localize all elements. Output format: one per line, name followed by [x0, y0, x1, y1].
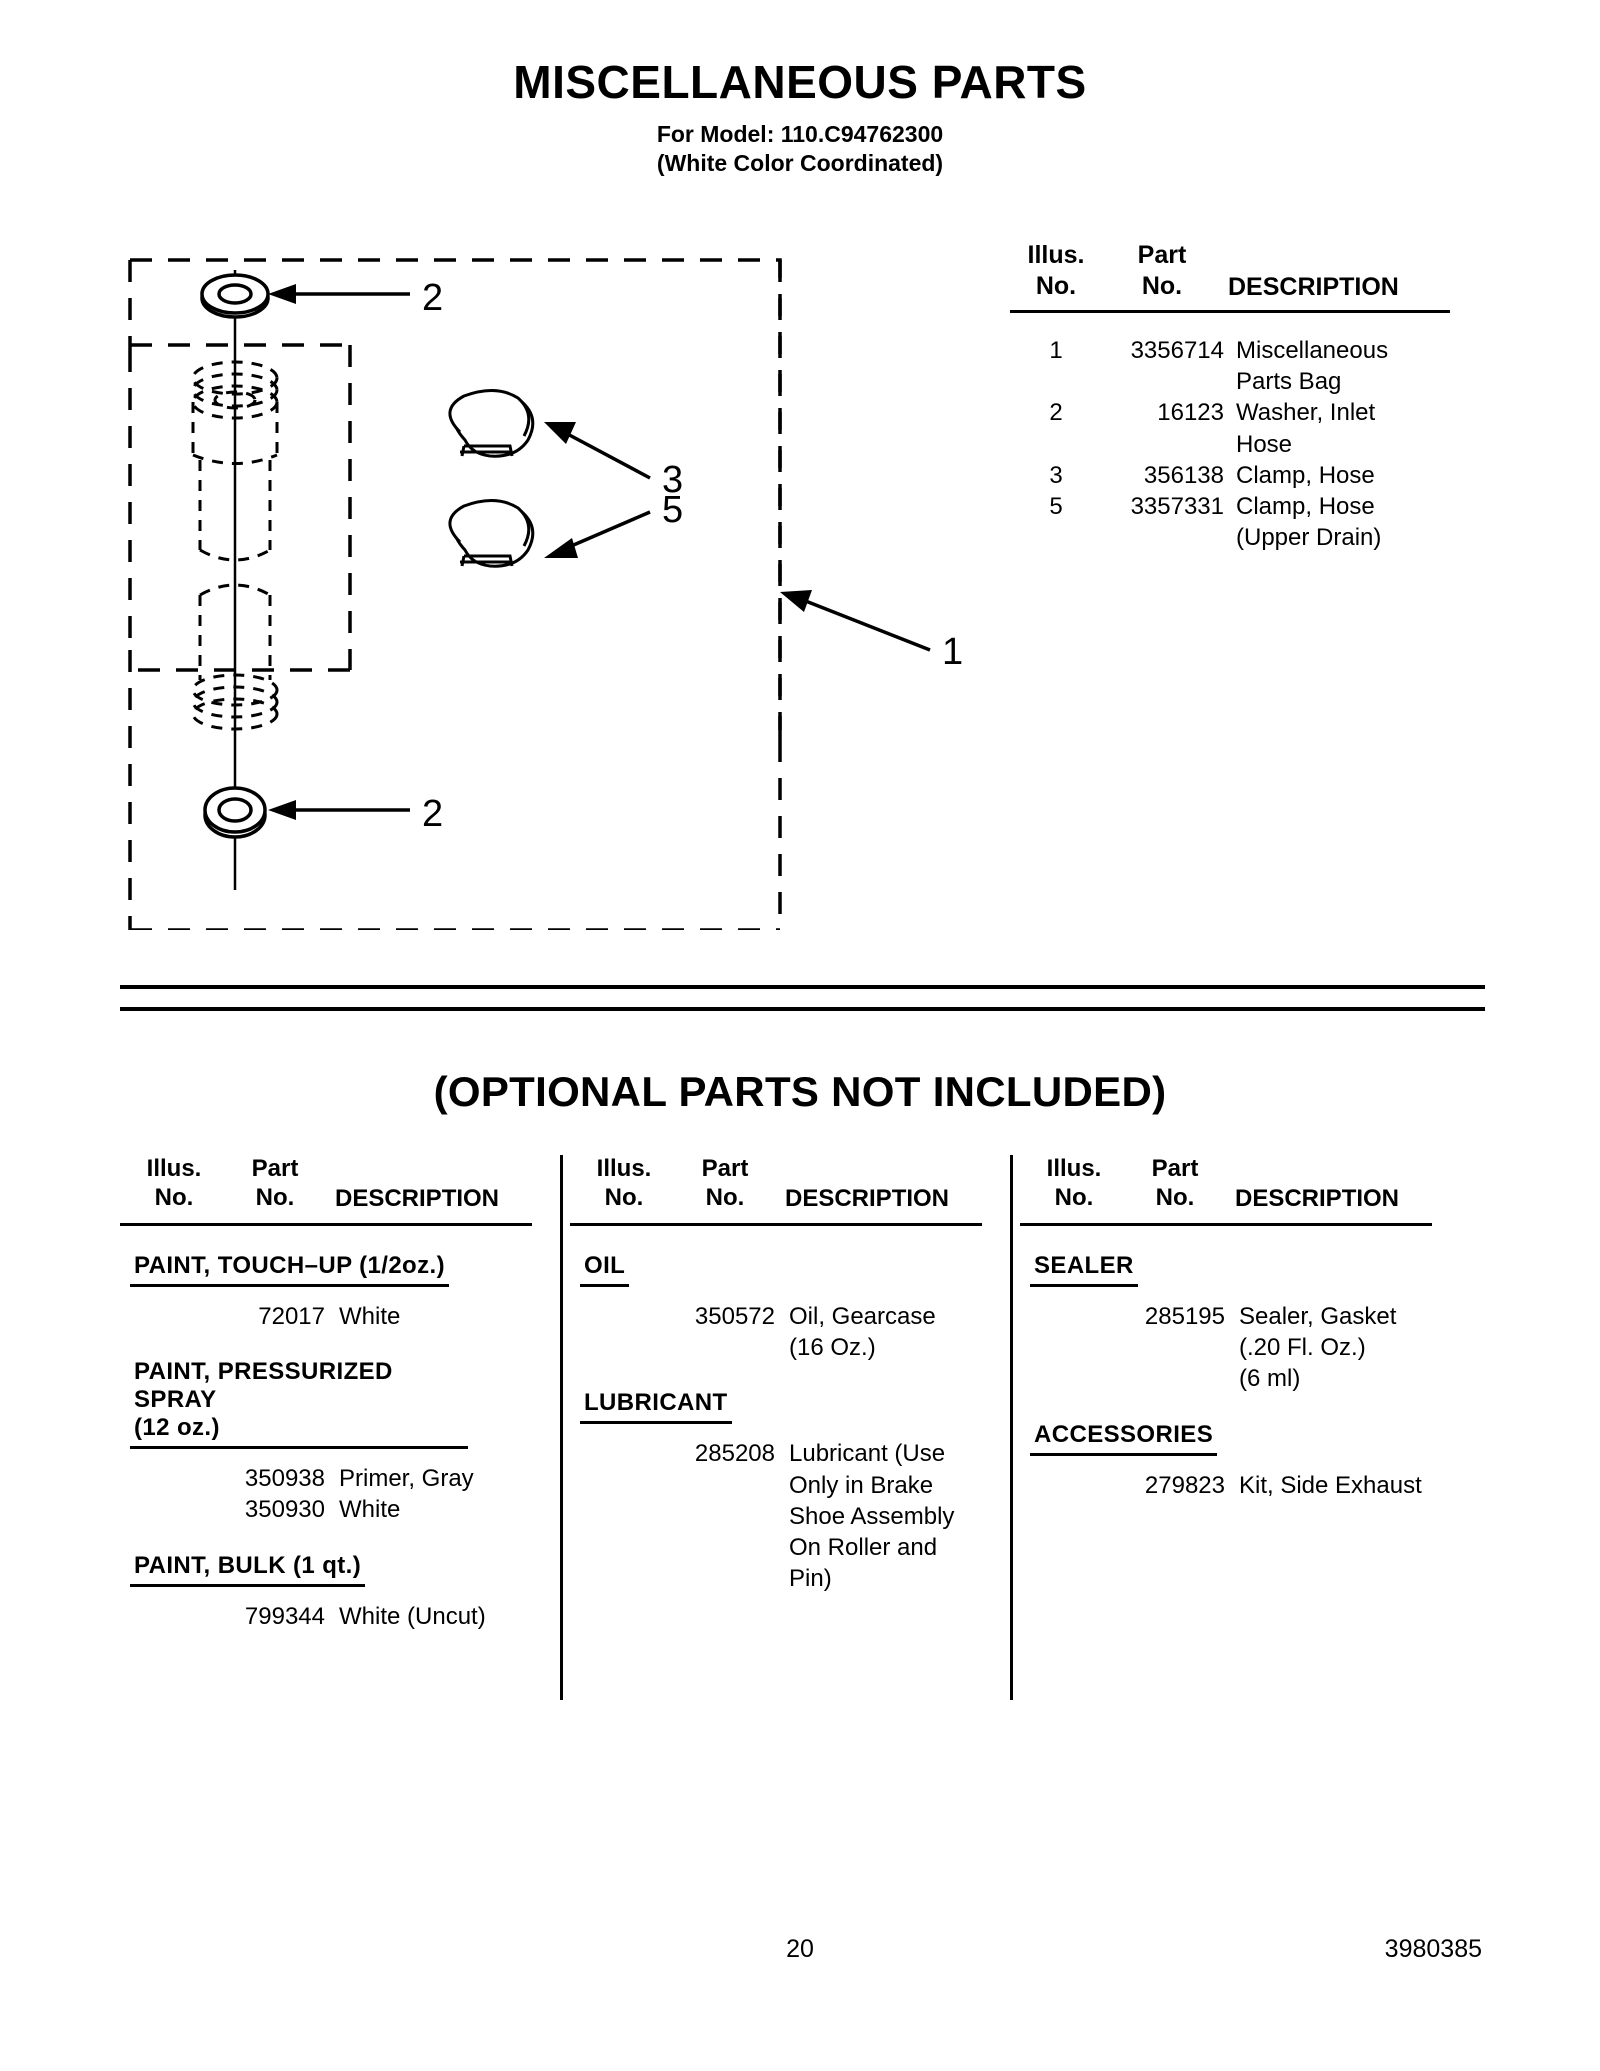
group-rows [120, 1463, 540, 1525]
leader-line-callout-2-top [268, 284, 410, 304]
group-title: SEALER [1030, 1252, 1138, 1287]
table-row [120, 1463, 540, 1494]
cell-part-no: 356138 [1143, 461, 1224, 489]
table-row [1020, 1470, 1440, 1501]
table-row [120, 1494, 540, 1525]
group-title: ACCESSORIES [1030, 1421, 1217, 1456]
optional-parts-column-1 [120, 1155, 540, 1715]
optional-parts-column-2 [570, 1155, 990, 1715]
table-row [1010, 460, 1450, 491]
main-table-header-rule [1010, 310, 1450, 313]
model-line: For Model: 110.C94762300 [656, 121, 944, 148]
group-title: PAINT, TOUCH–UP (1/2oz.) [130, 1252, 449, 1287]
group-rows [120, 1601, 540, 1632]
cell-description: Primer, Gray [339, 1465, 474, 1493]
group-title: PAINT, BULK (1 qt.) [130, 1552, 365, 1587]
cell-part-no: 279823 [1144, 1471, 1225, 1499]
cell-part-no: 350930 [244, 1496, 325, 1524]
group-title: OIL [580, 1252, 629, 1287]
cell-illus-no: 2 [1049, 399, 1063, 427]
cell-description: Miscellaneous Parts Bag [1236, 337, 1389, 396]
column-divider-1 [560, 1155, 563, 1700]
optional-column-header [570, 1155, 990, 1221]
table-row [1010, 335, 1450, 397]
section-divider [120, 985, 1485, 1011]
callout-label-3: 3 [662, 459, 684, 501]
cell-description: Washer, Inlet Hose [1236, 399, 1376, 458]
hose-clamp-upper [450, 390, 533, 456]
footer-page-number: 20 [786, 1935, 814, 1963]
cell-illus-no: 5 [1049, 492, 1063, 520]
main-parts-table [1010, 240, 1450, 553]
column-header-part-no: Part No. [1137, 241, 1187, 300]
cell-part-no: 3356714 [1130, 337, 1224, 364]
column-header-illus-no: Illus. No. [596, 1155, 652, 1211]
hose-clamp-lower [450, 500, 533, 566]
leader-line-callout-1 [780, 590, 930, 650]
optional-parts-title: (OPTIONAL PARTS NOT INCLUDED) [433, 1068, 1167, 1115]
callout-label-5: 5 [662, 489, 684, 531]
callout-label-1: 1 [942, 631, 964, 673]
table-row [1010, 397, 1450, 459]
cell-part-no: 799344 [244, 1602, 325, 1630]
table-row [120, 1601, 540, 1632]
optional-parts-columns [120, 1155, 1485, 1715]
group-title-line-2: (12 oz.) [134, 1414, 220, 1442]
cell-part-no: 72017 [258, 1303, 325, 1330]
optional-column-header-rule [120, 1223, 532, 1226]
group-title: LUBRICANT [580, 1389, 732, 1424]
cell-part-no: 3357331 [1130, 492, 1224, 520]
optional-parts-group [570, 1252, 990, 1363]
callout-label-2-top: 2 [422, 277, 444, 319]
cell-part-no: 16123 [1157, 399, 1224, 427]
optional-parts-group [120, 1252, 540, 1332]
table-row [570, 1301, 990, 1363]
column-header-part-no: Part No. [251, 1155, 299, 1211]
group-rows [1020, 1301, 1440, 1395]
optional-parts-column-3 [1020, 1155, 1440, 1715]
cell-part-no: 285208 [694, 1440, 775, 1468]
parts-diagram-svg [120, 250, 1000, 930]
leader-line-callout-5 [544, 512, 650, 558]
footer-document-number: 3980385 [1384, 1935, 1482, 1963]
group-rows [120, 1301, 540, 1332]
column-header-illus-no: Illus. No. [1046, 1155, 1102, 1211]
page-header [0, 58, 1600, 178]
table-row [570, 1438, 990, 1594]
column-header-description: DESCRIPTION [335, 1185, 500, 1212]
cell-description: White [339, 1496, 401, 1524]
inlet-hose-washer-top [202, 275, 268, 317]
cell-part-no: 285195 [1144, 1303, 1225, 1330]
leader-line-callout-2-bottom [268, 800, 410, 820]
optional-column-header [120, 1155, 540, 1221]
cell-description: Clamp, Hose (Upper Drain) [1236, 492, 1382, 552]
cell-description: Oil, Gearcase (16 Oz.) [789, 1303, 936, 1362]
optional-parts-group [570, 1389, 990, 1594]
column-header-illus-no: Illus. No. [1027, 241, 1085, 300]
cell-part-no: 350938 [244, 1465, 325, 1493]
optional-column-header-rule [1020, 1223, 1432, 1226]
optional-column-header-rule [570, 1223, 982, 1226]
table-row [1020, 1301, 1440, 1395]
optional-parts-group [120, 1358, 540, 1525]
table-row [120, 1301, 540, 1332]
parts-diagram [120, 250, 1000, 930]
cell-description: Kit, Side Exhaust [1239, 1471, 1422, 1499]
column-header-part-no: Part No. [701, 1155, 749, 1211]
main-table-rows [1010, 335, 1450, 553]
cell-description: Sealer, Gasket (.20 Fl. Oz.) (6 ml) [1239, 1303, 1397, 1393]
page-title: MISCELLANEOUS PARTS [513, 56, 1087, 108]
cell-part-no: 350572 [694, 1303, 775, 1330]
optional-parts-group [1020, 1252, 1440, 1395]
column-divider-2 [1010, 1155, 1013, 1700]
leader-line-callout-3 [544, 422, 650, 478]
cell-description: Clamp, Hose [1236, 461, 1375, 489]
column-header-part-no: Part No. [1151, 1155, 1199, 1211]
optional-column-header [1020, 1155, 1440, 1221]
cell-illus-no: 1 [1049, 337, 1063, 364]
group-rows [1020, 1470, 1440, 1501]
group-title: PAINT, PRESSURIZED SPRAY (12 oz.) [130, 1358, 468, 1449]
column-header-description: DESCRIPTION [1228, 273, 1399, 301]
cell-illus-no: 3 [1049, 461, 1063, 489]
group-rows [570, 1301, 990, 1363]
divider-rule-1 [120, 985, 1485, 989]
table-row [1010, 491, 1450, 553]
divider-rule-2 [120, 1007, 1485, 1011]
color-variant-line: (White Color Coordinated) [656, 150, 944, 177]
column-header-description: DESCRIPTION [785, 1185, 950, 1212]
cell-description: White (Uncut) [339, 1602, 486, 1630]
main-table-header [1010, 240, 1450, 308]
column-header-illus-no: Illus. No. [146, 1155, 202, 1211]
group-rows [570, 1438, 990, 1594]
cell-description: White [339, 1303, 401, 1330]
column-header-description: DESCRIPTION [1235, 1185, 1400, 1212]
cell-description: Lubricant (Use Only in Brake Shoe Assembly On Roller and Pin) [789, 1440, 955, 1593]
optional-parts-group [1020, 1421, 1440, 1501]
inlet-hose-washer-bottom [205, 720, 265, 890]
optional-parts-group [120, 1552, 540, 1632]
callout-label-2-bottom: 2 [422, 793, 444, 835]
